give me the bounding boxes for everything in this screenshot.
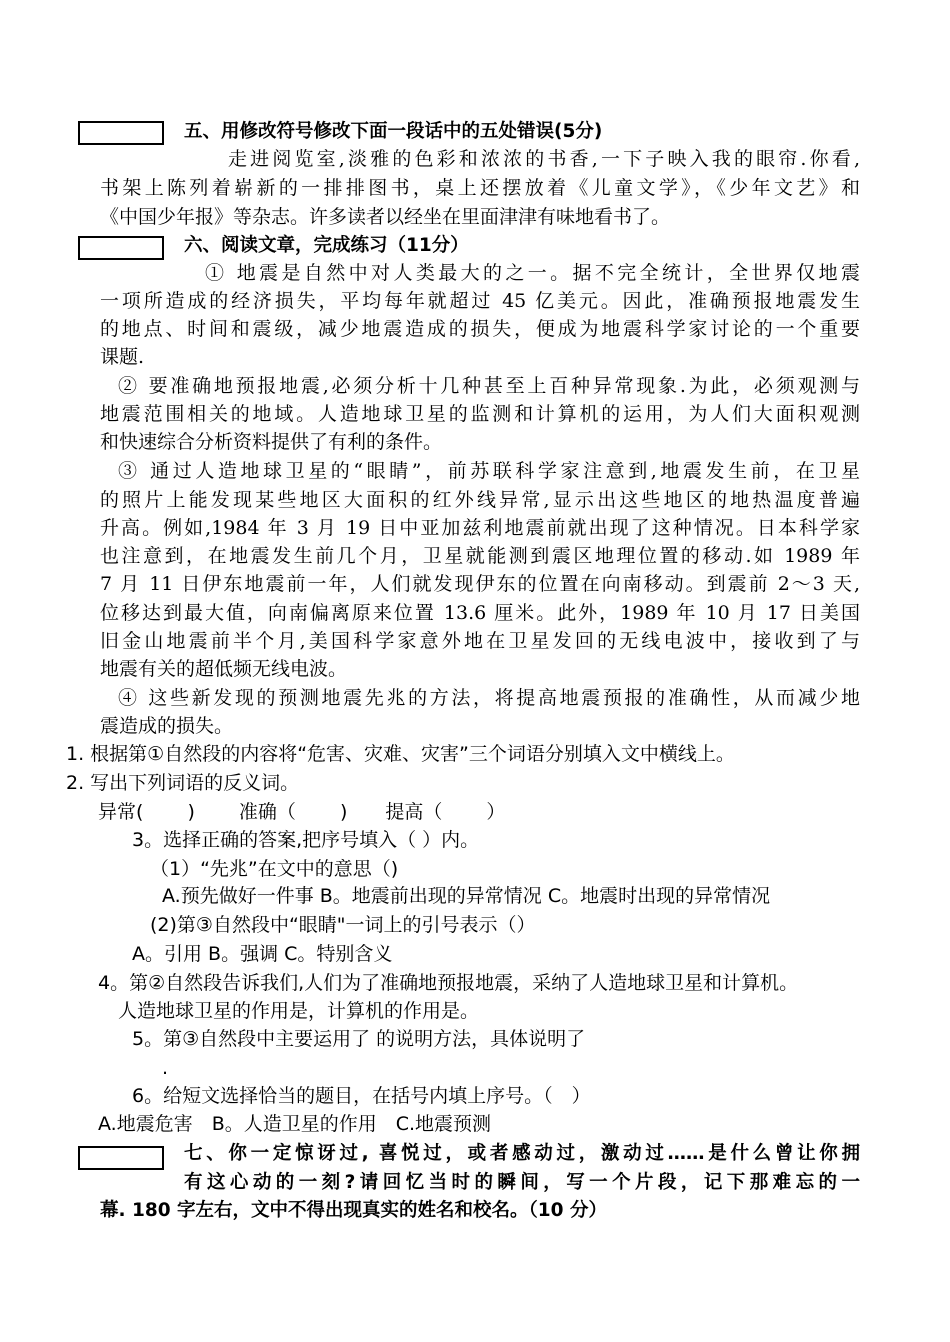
section6-title: 六、阅读文章，完成练习（11分） [184,235,469,256]
question-2-items[interactable]: 异常( ) 准确（ ) 提高（ ） [98,801,506,823]
question-5-line-2: . [162,1057,169,1079]
paragraph-1-line-1: ① 地震是自然中对人类最大的之一。据不完全统计，全世界仅地震 [205,262,860,284]
paragraph-1-line-4: 课题. [100,346,145,368]
paragraph-3-line-6: 位移达到最大值，向南偏离原来位置 13.6 厘米。此外，1989 年 10 月 17 日美国 [100,602,860,624]
question-6-options: A.地震危害 B。人造卫星的作用 C.地震预测 [98,1113,492,1135]
paragraph-1-line-2: 一项所造成的经济损失，平均每年就超过 45 亿美元。因此，准确预报地震发生 [100,290,860,312]
question-6: 6。给短文选择恰当的题目，在括号内填上序号。（ ） [132,1085,591,1107]
paragraph-1-line-3: 的地点、时间和震级，减少地震造成的损失，便成为地震科学家讨论的一个重要 [100,318,860,340]
question-3: 3。选择正确的答案,把序号填入（ ）内。 [132,829,480,851]
paragraph-3-line-3: 升高。例如,1984 年 3 月 19 日中亚加兹利地震前就出现了这种情况。日本科学家 [100,517,860,539]
section7-line-2: 有这心动的一刻?请回忆当时的瞬间，写一个片段，记下那难忘的一 [184,1172,860,1193]
score-box-section5[interactable] [78,121,164,145]
paragraph-2-line-2: 地震范围相关的地域。人造地球卫星的监测和计算机的运用，为人们大面积观测 [100,403,860,425]
paragraph-3-line-1: ③ 通过人造地球卫星的“眼睛”，前苏联科学家注意到,地震发生前，在卫星 [118,460,860,482]
section5-line-3: 《中国少年报》等杂志。许多读者以经坐在里面津津有味地看书了。 [100,206,671,228]
question-5-line-1: 5。第③自然段中主要运用了 的说明方法，具体说明了 [132,1028,586,1050]
paragraph-4-line-1: ④ 这些新发现的预测地震先兆的方法，将提高地震预报的准确性，从而减少地 [118,687,860,709]
question-1: 1. 根据第①自然段的内容将“危害、灾难、灾害”三个词语分别填入文中横线上。 [66,743,735,765]
score-box-section6[interactable] [78,236,164,260]
section5-line-2: 书架上陈列着崭新的一排排图书，桌上还摆放着《儿童文学》，《少年文艺》和 [100,177,860,199]
paragraph-2-line-1: ② 要准确地预报地震,必须分析十几种甚至上百种异常现象.为此，必须观测与 [118,375,860,397]
question-3-1: （1）“先兆”在文中的意思（) [150,858,399,880]
question-3-2: (2)第③自然段中“眼睛"一词上的引号表示（） [150,914,536,936]
paragraph-2-line-3: 和快速综合分析资料提供了有利的条件。 [100,431,443,453]
section7-line-3: 幕. 180 字左右，文中不得出现真实的姓名和校名。（10 分） [100,1200,607,1221]
paragraph-3-line-4: 也注意到，在地震发生前几个月，卫星就能测到震区地理位置的移动.如 1989 年 [100,545,860,567]
paragraph-3-line-8: 地震有关的超低频无线电波。 [100,658,348,680]
paragraph-4-line-2: 震造成的损失。 [100,715,234,737]
question-3-2-options: A。引用 B。强调 C。特别含义 [132,943,393,965]
paragraph-3-line-5: 7 月 11 日伊东地震前一年，人们就发现伊东的位置在向南移动。到震前 2～3 天, [100,573,860,595]
question-4-line-2: 人造地球卫星的作用是，计算机的作用是。 [118,1000,480,1022]
question-4-line-1: 4。第②自然段告诉我们,人们为了准确地预报地震，采纳了人造地球卫星和计算机。 [98,972,799,994]
paragraph-3-line-7: 旧金山地震前半个月,美国科学家意外地在卫星发回的无线电波中，接收到了与 [100,630,860,652]
section5-title: 五、用修改符号修改下面一段话中的五处错误(5分) [184,121,603,142]
score-box-section7[interactable] [78,1146,164,1170]
paragraph-3-line-2: 的照片上能发现某些地区大面积的红外线异常,显示出这些地区的地热温度普遍 [100,489,860,511]
section5-line-1: 走进阅览室,淡雅的色彩和浓浓的书香,一下子映入我的眼帘.你看, [228,148,860,170]
question-3-1-options: A.预先做好一件事 B。地震前出现的异常情况 C。地震时出现的异常情况 [162,885,771,907]
question-2: 2. 写出下列词语的反义词。 [66,772,300,794]
section7-line-1: 七、你一定惊讶过, 喜悦过，或者感动过，激动过……是什么曾让你拥 [184,1143,860,1164]
